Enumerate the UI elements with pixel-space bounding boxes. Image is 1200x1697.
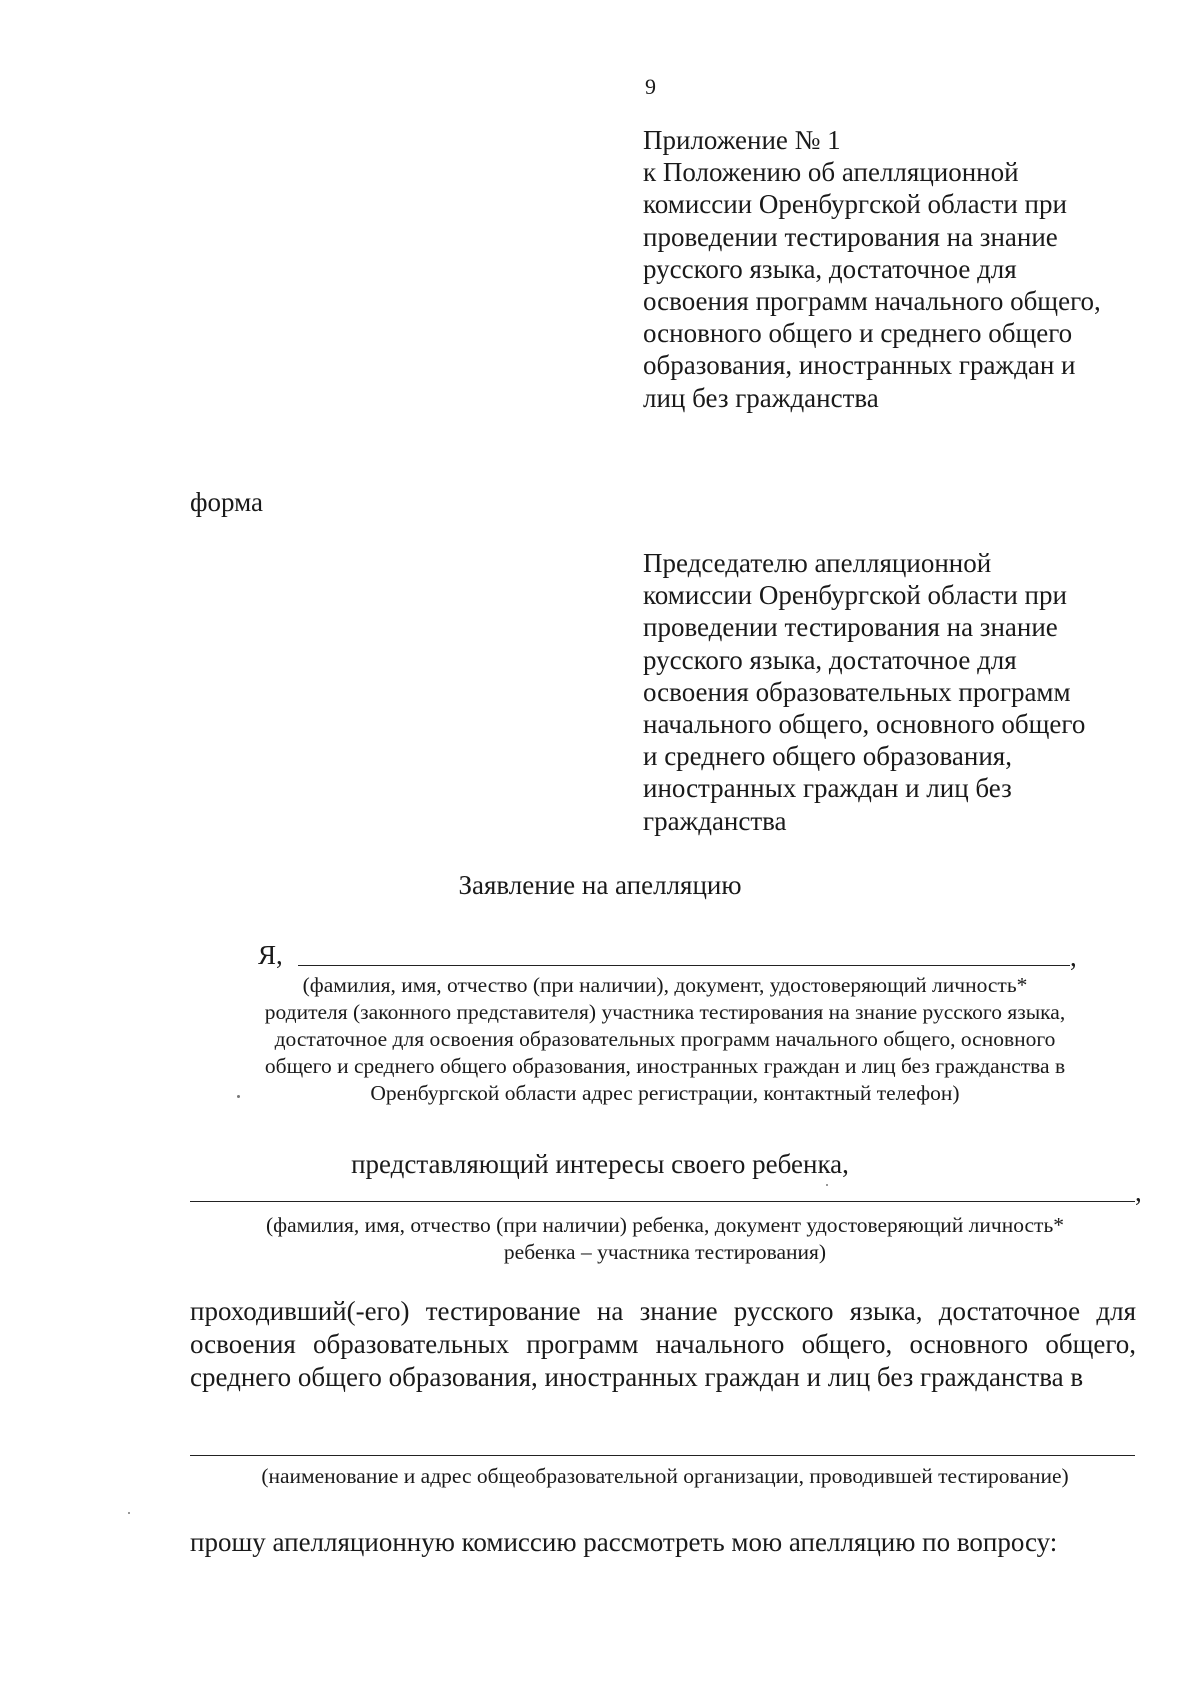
organization-fill-line[interactable]	[190, 1455, 1135, 1456]
caption-line: Оренбургской области адрес регистрации, контактный телефон)	[370, 1081, 960, 1105]
addressee-line: гражданства	[643, 805, 787, 836]
caption-line: родителя (законного представителя) участника тестирования на знание русского языка,	[264, 1000, 1066, 1024]
appendix-line: проведении тестирования на знание	[643, 221, 1058, 252]
scan-speck	[128, 1512, 130, 1514]
organization-caption: (наименование и адрес общеобразовательной организации, проводившей тестирование)	[261, 1464, 1069, 1488]
addressee-line: русского языка, достаточное для	[643, 644, 1017, 675]
addressee-line: и среднего общего образования,	[643, 741, 1012, 772]
request-text: прошу апелляционную комиссию рассмотреть мою апелляцию по вопросу:	[190, 1527, 1058, 1557]
addressee-line: иностранных граждан и лиц без	[643, 773, 1012, 804]
addressee-block	[643, 547, 1163, 837]
representing-text: представляющий интересы своего ребенка,	[351, 1149, 849, 1179]
addressee-line: Председателю апелляционной	[643, 548, 992, 578]
appendix-line: освоения программ начального общего,	[643, 286, 1101, 317]
applicant-caption	[185, 972, 1145, 1107]
applicant-suffix: ,	[1070, 942, 1077, 972]
child-caption	[185, 1212, 1145, 1266]
addressee-line: проведении тестирования на знание	[643, 612, 1058, 643]
addressee-line: освоения образовательных программ	[643, 676, 1071, 707]
testing-paragraph: проходивший(-его) тестирование на знание русского языка, достаточное для освоения образовательных программ начального общего, основного общего, среднего общего образования, иностранных граждан и лиц без гражданства в	[190, 1296, 1136, 1392]
appendix-line: Приложение № 1	[643, 125, 841, 155]
appendix-block	[643, 124, 1163, 414]
appendix-line: к Положению об апелляционной	[643, 157, 1019, 188]
appendix-line: образования, иностранных граждан и	[643, 350, 1076, 381]
child-fill-line[interactable]	[190, 1201, 1135, 1202]
child-suffix: ,	[1135, 1177, 1142, 1207]
caption-line: достаточное для освоения образовательных программ начального общего, основного	[274, 1027, 1056, 1051]
appendix-line: комиссии Оренбургской области при	[643, 189, 1067, 220]
applicant-prefix: Я,	[258, 940, 283, 970]
caption-line: (фамилия, имя, отчество (при наличии) ребенка, документ удостоверяющий личность*	[265, 1213, 1065, 1237]
caption-line: общего и среднего общего образования, иностранных граждан и лиц без гражданства в	[264, 1054, 1066, 1078]
appendix-line: лиц без гражданства	[643, 382, 879, 413]
scan-speck	[237, 1095, 240, 1098]
caption-line: ребенка – участника тестирования)	[503, 1240, 827, 1264]
scan-speck	[826, 1184, 828, 1186]
appendix-line: основного общего и среднего общего	[643, 318, 1073, 349]
applicant-fill-line[interactable]	[298, 965, 1070, 966]
caption-line: (фамилия, имя, отчество (при наличии), документ, удостоверяющий личность*	[302, 973, 1028, 997]
page-number: 9	[645, 74, 656, 99]
addressee-line: комиссии Оренбургской области при	[643, 580, 1067, 611]
form-label: форма	[190, 487, 263, 517]
addressee-line: начального общего, основного общего	[643, 709, 1086, 740]
document-title: Заявление на апелляцию	[458, 870, 742, 900]
appendix-line: русского языка, достаточное для	[643, 253, 1017, 284]
